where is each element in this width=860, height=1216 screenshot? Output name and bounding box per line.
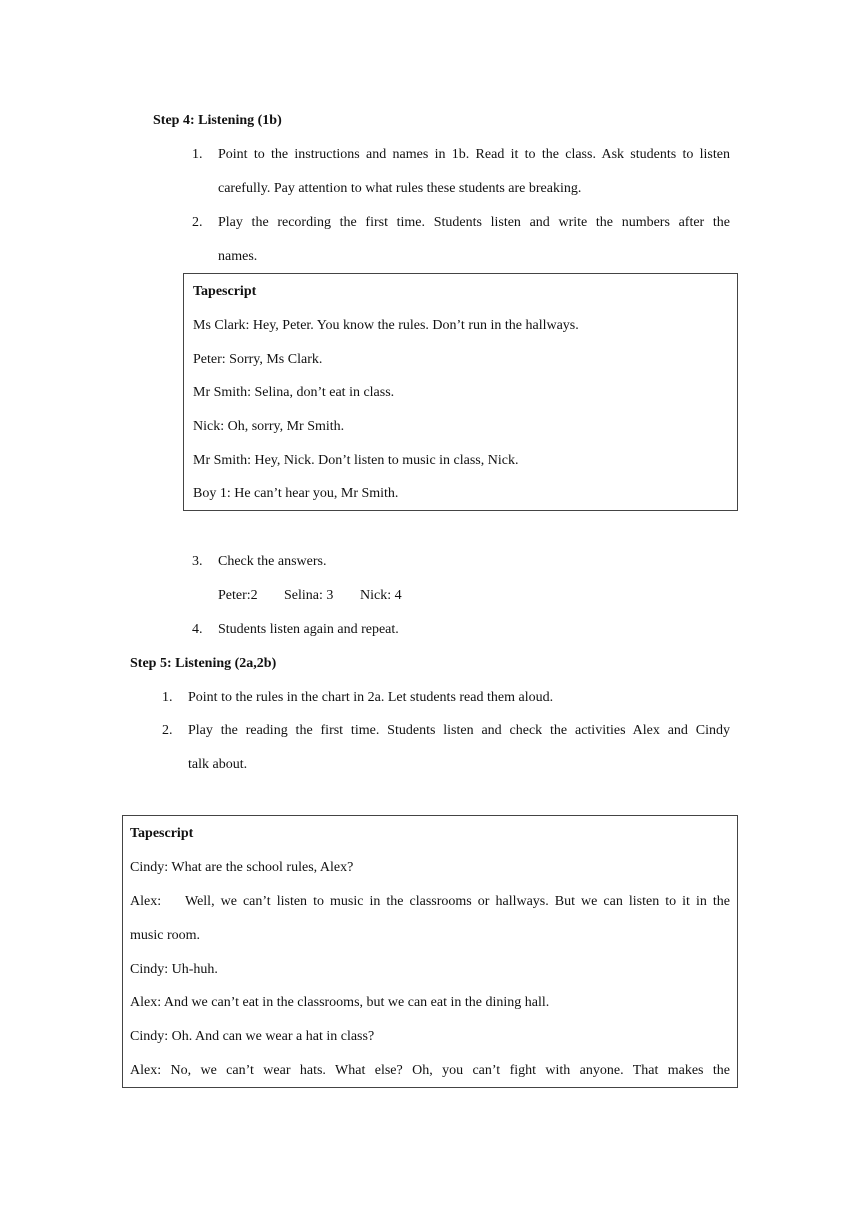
- step5-item1-text: Point to the rules in the chart in 2a. Let students read them aloud.: [188, 690, 554, 705]
- step5-tapescript-title: Tapescript: [130, 826, 194, 841]
- step4-item2-number: 2.: [192, 215, 203, 230]
- step5-tapescript-line: Cindy: Uh-huh.: [130, 962, 218, 977]
- answer-peter: Peter:2: [218, 588, 258, 603]
- step4-item4-text: Students listen again and repeat.: [218, 622, 399, 637]
- step5-tapescript-line: Cindy: Oh. And can we wear a hat in class?: [130, 1029, 375, 1044]
- step4-tapescript-line: Peter: Sorry, Ms Clark.: [193, 352, 323, 367]
- step4-tapescript-line: Nick: Oh, sorry, Mr Smith.: [193, 419, 345, 434]
- step5-item2-text-line1: Play the reading the first time. Students listen and check the activities Alex and Cindy: [188, 723, 730, 738]
- step4-tapescript-line: Ms Clark: Hey, Peter. You know the rules. Don’t run in the hallways.: [193, 318, 579, 333]
- step5-tapescript-box: [122, 815, 738, 1088]
- step5-tapescript-line: Alex: And we can’t eat in the classrooms, but we can eat in the dining hall.: [130, 995, 550, 1010]
- step4-tapescript-line: Mr Smith: Hey, Nick. Don’t listen to music in class, Nick.: [193, 453, 519, 468]
- step5-tapescript-line: Cindy: What are the school rules, Alex?: [130, 860, 354, 875]
- step4-item2-text-line1: Play the recording the first time. Students listen and write the numbers after the: [218, 215, 730, 230]
- step4-item1-text-line1: Point to the instructions and names in 1b. Read it to the class. Ask students to listen: [218, 147, 730, 162]
- step4-item3-number: 3.: [192, 554, 203, 569]
- step5-item2-text-line2: talk about.: [188, 757, 248, 772]
- step4-tapescript-box: [183, 273, 738, 511]
- step4-item3-text: Check the answers.: [218, 554, 327, 569]
- answer-nick: Nick: 4: [360, 588, 402, 603]
- step4-tapescript-line: Boy 1: He can’t hear you, Mr Smith.: [193, 486, 399, 501]
- step5-tapescript-line: Alex: No, we can’t wear hats. What else? Oh, you can’t fight with anyone. That makes the: [130, 1063, 730, 1078]
- step5-item1-number: 1.: [162, 690, 173, 705]
- step5-item2-number: 2.: [162, 723, 173, 738]
- step4-tapescript-title: Tapescript: [193, 284, 257, 299]
- step4-heading: Step 4: Listening (1b): [153, 113, 282, 128]
- step5-heading: Step 5: Listening (2a,2b): [130, 656, 277, 671]
- step4-item1-text-line2: carefully. Pay attention to what rules these students are breaking.: [218, 181, 582, 196]
- step4-item1-number: 1.: [192, 147, 203, 162]
- step4-item4-number: 4.: [192, 622, 203, 637]
- answer-selina: Selina: 3: [284, 588, 334, 603]
- step4-tapescript-line: Mr Smith: Selina, don’t eat in class.: [193, 385, 395, 400]
- step5-tapescript-line: music room.: [130, 928, 200, 943]
- step4-item2-text-line2: names.: [218, 249, 258, 264]
- step5-tapescript-line: Alex: Well, we can’t listen to music in the classrooms or hallways. But we can listen to it in the: [130, 894, 730, 909]
